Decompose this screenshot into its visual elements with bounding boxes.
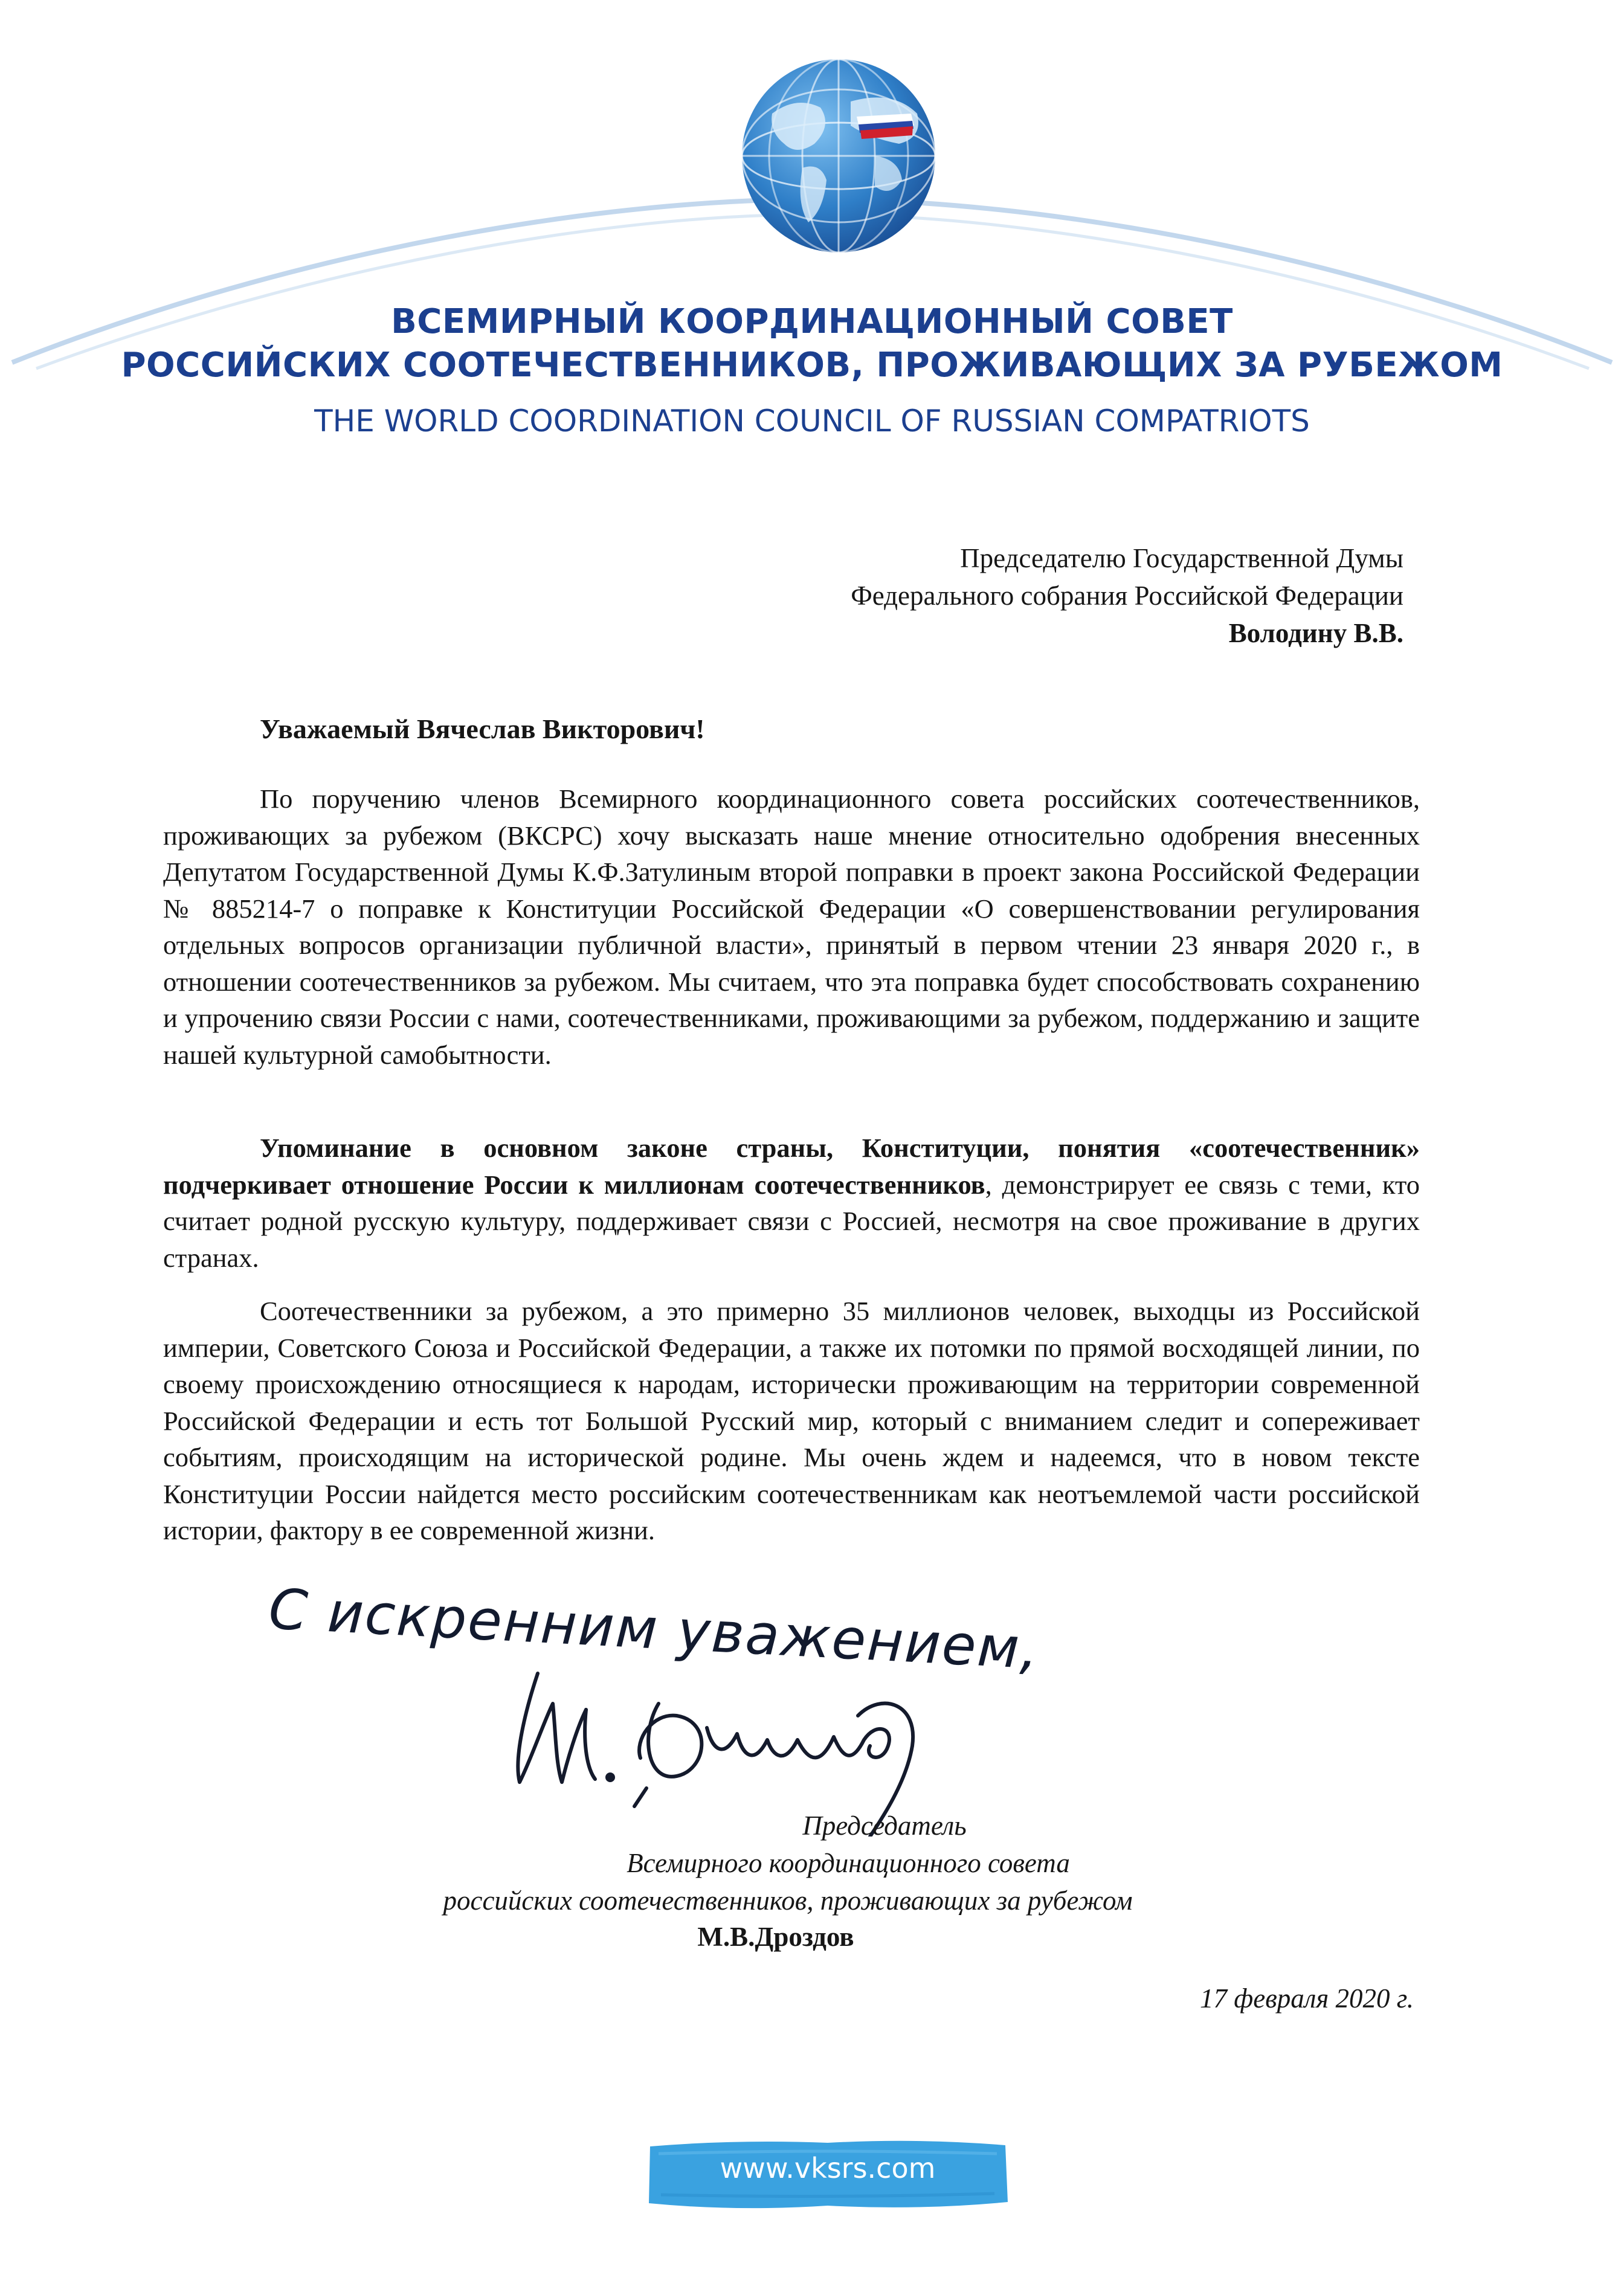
addressee-line2: Федерального собрания Российской Федерации [851,581,1403,611]
body-paragraph-1: По поручению членов Всемирного координационного совета российских соотечественников, проживающих за рубежом (ВКСРС) хочу высказать наше мнение относительно одобрения внесенных Депутатом Государственной Думы К.Ф.Затулиным второй поправки в проект закона Российской Федерации № 885214-7 о поправке к Конституции Российской Федерации «О совершенствовании регулирования отдельных вопросов организации публичной власти», принятый в первом чтении 23 января 2020 г., в отношении соотечественников за рубежом. Мы считаем, что эта поправка будет способствовать сохранению и упрочению связи России с нами, соотечественниками, проживающими за рубежом, поддержанию и защите нашей культурной самобытности. [163,784,1420,1070]
addressee-name: Володину В.В. [1228,618,1403,648]
signer-name: М.В.Дроздов [697,1922,854,1952]
letter-date: 17 февраля 2020 г. [1200,1983,1414,2014]
signer-title-line1: Председатель [802,1811,967,1841]
signature [495,1637,979,1837]
signer-title-line2: Всемирного координационного совета [627,1848,1070,1878]
org-name-ru-line1: ВСЕМИРНЫЙ КООРДИНАЦИОННЫЙ СОВЕТ [391,302,1233,341]
org-name-ru-line2: РОССИЙСКИХ СООТЕЧЕСТВЕННИКОВ, ПРОЖИВАЮЩИХ ЗА РУБЕЖОМ [121,346,1503,385]
body-paragraph-2 [163,1130,1420,1276]
addressee-line1: Председателю Государственной Думы [960,543,1403,573]
globe-icon [736,53,941,259]
handwritten-closing: С искренним уважением, [267,1577,1041,1682]
org-name-en: THE WORLD COORDINATION COUNCIL OF RUSSIAN COMPATRIOTS [314,404,1310,439]
signer-title-line3: российских соотечественников, проживающих за рубежом [443,1885,1133,1916]
body-paragraph-2-rest: , демонстрирует ее связь с теми, кто считает родной русскую культуру, поддерживает связи с Россией, несмотря на свое проживание в других странах. [163,1169,1420,1273]
salutation: Уважаемый Вячеслав Викторович! [260,713,705,744]
body-paragraph-2-emphasis: Упоминание в основном законе страны, Конституции, понятия «соотечественник» подчеркивает отношение России к миллионам соотечественников [163,1133,1420,1200]
website-link[interactable]: www.vksrs.com [720,2152,936,2184]
body-paragraph-3: Соотечественники за рубежом, а это примерно 35 миллионов человек, выходцы из Российской империи, Советского Союза и Российской Федерации, а также их потомки по прямой восходящей линии, по своему происхождению относящиеся к народам, исторически проживающим на территории современной Российской Федерации и есть тот Большой Русский мир, который с вниманием следит и сопереживает событиям, происходящим на исторической родине. Мы очень ждем и надеемся, что в новом тексте Конституции России найдется место российским соотечественникам как неотъемлемой части российской истории, фактору в ее современной жизни. [163,1296,1420,1545]
